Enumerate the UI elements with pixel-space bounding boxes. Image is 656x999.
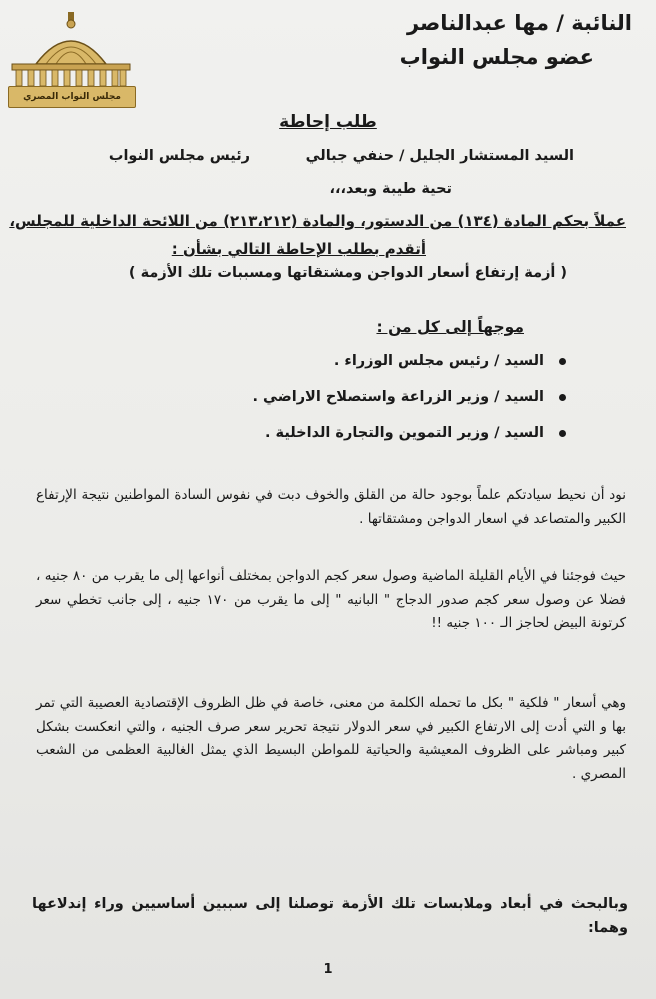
- parliament-logo: [8, 12, 134, 108]
- list-item: السيد / وزير التموين والتجارة الداخلية .: [252, 422, 568, 458]
- body-paragraph: حيث فوجئنا في الأيام القليلة الماضية وصول سعر كجم الدواجن بمختلف أنواعها إلى ما يقرب من ٨٠ جنيه ، فضلا عن وصول سعر كجم صدور الدجاج " البانيه " إلى ما يقرب من ١٧٠ جنيه ، إلى جانب تخطي سعر كرتونة البيض لحاجز الـ ١٠٠ جنيه !!: [36, 568, 627, 631]
- list-item: السيد / رئيس مجلس الوزراء .: [252, 350, 568, 386]
- legal-basis: عملاً بحكم المادة (١٣٤) من الدستور، والمادة (٢١٣،٢١٢) من اللائحة الداخلية للمجلس،: [9, 212, 626, 230]
- addressee-role: رئيس مجلس النواب: [108, 148, 250, 164]
- greeting: تحية طيبة وبعد،،،: [329, 181, 452, 197]
- letterhead: [272, 8, 632, 72]
- body-paragraph: وبالبحث في أبعاد وملابسات تلك الأزمة توصلنا إلى سببين أساسيين وراء إندلاعها وهما:: [32, 896, 628, 936]
- list-item: السيد / وزير الزراعة واستصلاح الاراضي .: [252, 386, 568, 422]
- directed-to-heading: موجهاً إلى كل من :: [376, 318, 524, 336]
- document-title: طلب إحاطة: [279, 112, 377, 132]
- recipients-list: [252, 350, 568, 458]
- addressee: السيد المستشار الجليل / حنفي جبالي: [305, 148, 574, 164]
- parliament-dome-icon: [8, 12, 134, 90]
- mp-role: عضو مجلس النواب: [399, 45, 594, 69]
- page-number: 1: [323, 962, 333, 977]
- request-topic: ( أزمة إرتفاع أسعار الدواجن ومشتقاتها ومسببات تلك الأزمة ): [128, 265, 568, 281]
- request-intro: أتقدم بطلب الإحاطة التالي بشأن :: [171, 240, 426, 258]
- body-paragraph: وهي أسعار " فلكية " بكل ما تحمله الكلمة من معنى، خاصة في ظل الظروف الإقتصادية العصيبة التي تمر بها و التي أدت إلى الارتفاع الكبير في سعر الدولار نتيجة تحرير سعر صرف الجنيه ، والتي انعكست بشكل كبير ومباشر على الظروف المعيشية والحياتية للمواطن البسيط الذي يمثل الغالبية العظمى من الشعب المصري .: [36, 695, 626, 782]
- logo-caption: مجلس النواب المصري: [8, 86, 136, 108]
- mp-name: النائبة / مها عبدالناصر: [406, 11, 632, 35]
- body-paragraph: نود أن نحيط سيادتكم علماً بوجود حالة من القلق والخوف دبت في نفوس السادة المواطنين نتيجة الإرتفاع الكبير والمتصاعد في اسعار الدواجن ومشتقاتها .: [36, 487, 626, 527]
